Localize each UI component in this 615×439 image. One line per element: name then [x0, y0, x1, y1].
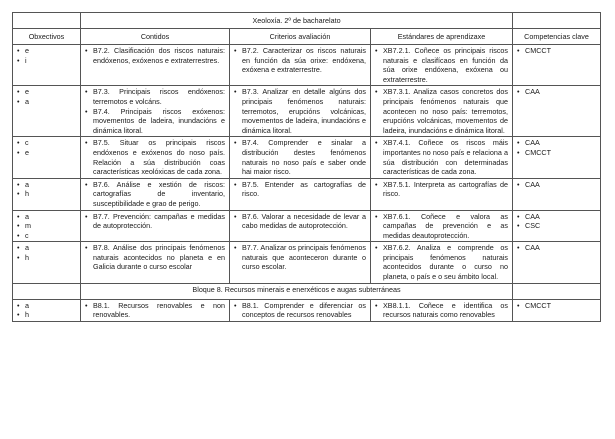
contents-list: [85, 301, 225, 320]
curriculum-table: [12, 12, 601, 322]
section-title: Bloque 8. Recursos minerais e enerxéticos e augas subterráneas: [81, 283, 513, 299]
cell-standards: [371, 299, 513, 321]
standards-item: • XB7.2.1. Coñece os principais riscos naturais e clasifícaos en función da súa orixe endóxena, exóxena ou extraterrestre.: [375, 46, 508, 84]
competences-item: • CMCCT: [517, 301, 596, 311]
subject-title: Xeoloxía. 2º de bacharelato: [81, 13, 513, 29]
contents-item: • B7.8. Análise dos principais fenómenos naturais acontecidos no planeta e en Galicia durante o curso escolar: [85, 243, 225, 272]
header-competences: Competencias clave: [513, 29, 601, 45]
cell-standards: [371, 86, 513, 137]
title-corner: [13, 13, 81, 29]
objectives-item: • a: [17, 301, 76, 311]
contents-item: • B7.3. Principais riscos endóxenos: terremotos e volcáns.: [85, 87, 225, 106]
cell-standards: [371, 45, 513, 86]
objectives-item: • i: [17, 56, 76, 66]
competences-list: [517, 46, 596, 56]
standards-list: [375, 180, 508, 199]
objectives-list: [17, 46, 76, 65]
cell-standards: [371, 178, 513, 210]
cell-competences: [513, 242, 601, 283]
table-row: [13, 210, 601, 242]
objectives-list: [17, 87, 76, 106]
header-criteria: Criterios avaliación: [230, 29, 371, 45]
standards-item: • XB7.5.1. Interpreta as cartografías de risco.: [375, 180, 508, 199]
header-contents: Contidos: [81, 29, 230, 45]
criteria-item: • B8.1. Comprender e diferenciar os conceptos de recursos renovables: [234, 301, 366, 320]
contents-list: [85, 46, 225, 65]
competences-item: • CAA: [517, 180, 596, 190]
cell-competences: [513, 45, 601, 86]
standards-list: [375, 243, 508, 281]
criteria-item: • B7.2. Caracterizar os riscos naturais en función da súa orixe: endóxena, exóxena e extraterrestre.: [234, 46, 366, 75]
cell-standards: [371, 210, 513, 242]
column-header-row: [13, 29, 601, 45]
standards-list: [375, 301, 508, 320]
cell-contents: [81, 178, 230, 210]
criteria-list: [234, 87, 366, 135]
cell-objectives: [13, 86, 81, 137]
criteria-item: • B7.5. Entender as cartografías de risco.: [234, 180, 366, 199]
contents-item: • B7.6. Análise e xestión de riscos: cartografías de inventario, susceptibilidade e grao de perigo.: [85, 180, 225, 209]
cell-contents: [81, 137, 230, 178]
block-8-header: [13, 283, 601, 299]
criteria-list: [234, 138, 366, 176]
cell-objectives: [13, 178, 81, 210]
cell-competences: [513, 86, 601, 137]
contents-list: [85, 212, 225, 231]
header-objectives: Obxectivos: [13, 29, 81, 45]
cell-standards: [371, 242, 513, 283]
cell-standards: [371, 137, 513, 178]
cell-contents: [81, 45, 230, 86]
objectives-item: • c: [17, 138, 76, 148]
competences-list: [517, 301, 596, 311]
criteria-item: • B7.6. Valorar a necesidade de levar a cabo medidas de autoprotección.: [234, 212, 366, 231]
cell-criteria: [230, 242, 371, 283]
objectives-item: • h: [17, 253, 76, 263]
objectives-list: [17, 212, 76, 241]
cell-contents: [81, 86, 230, 137]
objectives-item: • a: [17, 180, 76, 190]
table-row: [13, 137, 601, 178]
standards-list: [375, 46, 508, 84]
section-corner: [13, 283, 81, 299]
competences-item: • CSC: [517, 221, 596, 231]
standards-item: • XB7.4.1. Coñece os riscos máis importantes no noso país e relaciona a súa distribución con determinadas características de cada zona.: [375, 138, 508, 176]
criteria-list: [234, 301, 366, 320]
cell-objectives: [13, 210, 81, 242]
standards-list: [375, 87, 508, 135]
cell-objectives: [13, 299, 81, 321]
objectives-item: • e: [17, 148, 76, 158]
standards-list: [375, 212, 508, 241]
objectives-item: • e: [17, 87, 76, 97]
competences-list: [517, 212, 596, 231]
contents-list: [85, 138, 225, 176]
table-row: [13, 86, 601, 137]
objectives-item: • e: [17, 46, 76, 56]
contents-list: [85, 87, 225, 135]
cell-contents: [81, 242, 230, 283]
cell-criteria: [230, 45, 371, 86]
cell-competences: [513, 299, 601, 321]
title-row: [13, 13, 601, 29]
competences-item: • CAA: [517, 212, 596, 222]
standards-item: • XB7.6.1. Coñece e valora as campañas de prevención e as medidas deautoprotección.: [375, 212, 508, 241]
objectives-item: • h: [17, 189, 76, 199]
standards-list: [375, 138, 508, 176]
criteria-item: • B7.4. Comprender e sinalar a distribución destes fenómenos naturais no noso país e saber onde hai maior risco.: [234, 138, 366, 176]
standards-item: • XB8.1.1. Coñece e identifica os recursos naturais como renovables: [375, 301, 508, 320]
competences-item: • CAA: [517, 243, 596, 253]
contents-item: • B7.2. Clasificación dos riscos naturais: endóxenos, exóxenos e extraterrestres.: [85, 46, 225, 65]
cell-contents: [81, 299, 230, 321]
competences-list: [517, 243, 596, 253]
section-row: [13, 283, 601, 299]
cell-criteria: [230, 299, 371, 321]
block-8-rows: [13, 299, 601, 321]
objectives-item: • a: [17, 243, 76, 253]
standards-item: • XB7.6.2. Analiza e comprende os principais fenómenos naturais acontecidos durante o curso no planeta, o país e o seu ámbito local.: [375, 243, 508, 281]
header-standards: Estándares de aprendizaxe: [371, 29, 513, 45]
competences-item: • CAA: [517, 87, 596, 97]
cell-criteria: [230, 210, 371, 242]
table-row: [13, 178, 601, 210]
objectives-item: • h: [17, 310, 76, 320]
cell-objectives: [13, 137, 81, 178]
cell-criteria: [230, 178, 371, 210]
objectives-list: [17, 301, 76, 320]
block-7-rows: [13, 45, 601, 284]
criteria-item: • B7.7. Analizar os principais fenómenos naturais que aconteceron durante o curso escolar.: [234, 243, 366, 272]
criteria-item: • B7.3. Analizar en detalle algúns dos principais fenómenos naturais: terremotos, erupcións volcánicas, movementos de ladeira, inundacións e dinámica litoral.: [234, 87, 366, 135]
objectives-item: • c: [17, 231, 76, 241]
competences-list: [517, 87, 596, 97]
competences-item: • CAA: [517, 138, 596, 148]
contents-item: • B8.1. Recursos renovables e non renovables.: [85, 301, 225, 320]
standards-item: • XB7.3.1. Analiza casos concretos dos principais fenómenos naturais que acontecen no noso país: terremotos, erupcións volcánicas, movementos de ladeira, inundacións e dinámica litoral.: [375, 87, 508, 135]
criteria-list: [234, 180, 366, 199]
table-row: [13, 45, 601, 86]
cell-objectives: [13, 242, 81, 283]
cell-criteria: [230, 86, 371, 137]
section-right-blank: [513, 283, 601, 299]
objectives-list: [17, 180, 76, 199]
cell-criteria: [230, 137, 371, 178]
table-row: [13, 299, 601, 321]
cell-contents: [81, 210, 230, 242]
contents-item: • B7.7. Prevención: campañas e medidas de autoprotección.: [85, 212, 225, 231]
table-row: [13, 242, 601, 283]
objectives-item: • m: [17, 221, 76, 231]
cell-objectives: [13, 45, 81, 86]
cell-competences: [513, 137, 601, 178]
objectives-item: • a: [17, 97, 76, 107]
cell-competences: [513, 178, 601, 210]
competences-list: [517, 138, 596, 157]
criteria-list: [234, 243, 366, 272]
criteria-list: [234, 46, 366, 75]
contents-list: [85, 243, 225, 272]
criteria-list: [234, 212, 366, 231]
objectives-list: [17, 243, 76, 262]
contents-list: [85, 180, 225, 209]
competences-list: [517, 180, 596, 190]
contents-item: • B7.5. Situar os principais riscos endóxenos e exóxenos do noso país. Relación a súa distribución coas características xeolóxicas de cada zona.: [85, 138, 225, 176]
contents-item: • B7.4. Principais riscos exóxenos: movementos de ladeira, inundacións e dinámica litoral.: [85, 107, 225, 136]
competences-item: • CMCCT: [517, 46, 596, 56]
title-right-blank: [513, 13, 601, 29]
cell-competences: [513, 210, 601, 242]
competences-item: • CMCCT: [517, 148, 596, 158]
objectives-item: • a: [17, 212, 76, 222]
objectives-list: [17, 138, 76, 157]
